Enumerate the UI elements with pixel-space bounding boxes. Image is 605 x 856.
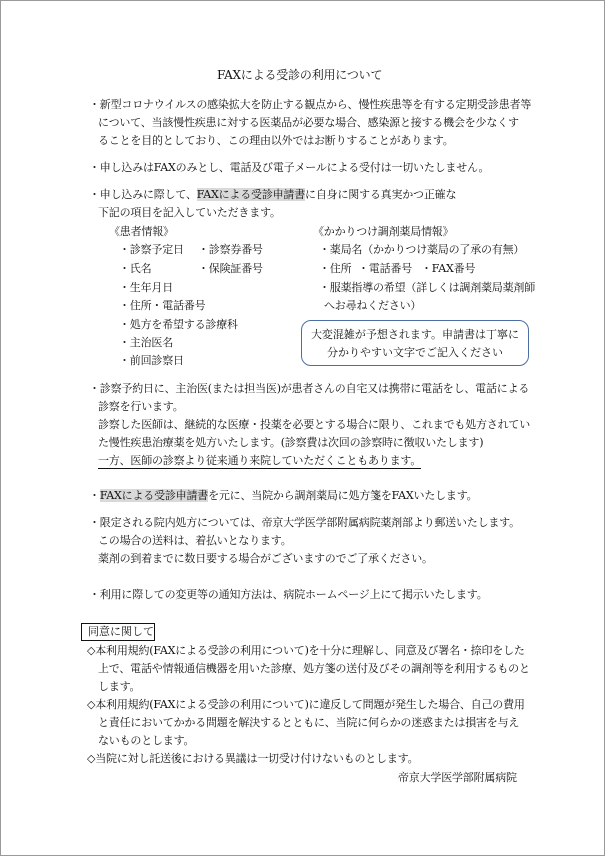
para1-line1: ・新型コロナウイルスの感染拡大を防止する観点から、慢性疾患等を有する定期受診患者等 xyxy=(89,98,532,111)
para6-line3: 薬剤の到着までに数日要する場合がございますのでご了承ください。 xyxy=(98,552,433,565)
para7: ・利用に際しての変更等の通知方法は、病院ホームページ上にて掲示いたします。 xyxy=(89,588,488,601)
patient-item-address-phone: ・住所・電話番号 xyxy=(119,299,206,312)
para3-text-b: に自身に関する真実かつ正確な xyxy=(305,188,457,201)
patient-item-department: ・処方を希望する診療科 xyxy=(119,318,238,331)
para1-line3: ることを目的としており、この理由以外ではお断りすることがあります。 xyxy=(98,134,454,147)
pharmacy-item-fax: ・FAX番号 xyxy=(421,262,476,275)
patient-item-doctor-name: ・主治医名 xyxy=(119,336,173,349)
para3-line2: 下記の項目を記入していただきます。 xyxy=(98,206,281,219)
fax-application-form-highlight-2: FAXによる受診申請書 xyxy=(99,489,209,502)
para6-line2: この場合の送料は、着払いとなります。 xyxy=(98,534,292,547)
para1-line2: について、当該慢性疾患に対する医薬品が必要な場合、感染源と接する機会を少なくす xyxy=(98,116,519,129)
patient-item-visit-date: ・診察予定日 xyxy=(119,243,184,256)
congestion-notice-box xyxy=(301,320,529,366)
para5 xyxy=(89,489,477,503)
fax-application-form-highlight: FAXによる受診申請書 xyxy=(196,188,306,201)
para4-line3: 診察した医師は、継続的な医療・投薬を必要とする場合に限り、これまでも処方されてい xyxy=(98,418,530,431)
consent-heading-box xyxy=(81,623,155,641)
document-title: FAXによる受診の利用について xyxy=(217,68,383,82)
para3-text-a: ・申し込みに際して、 xyxy=(89,188,197,201)
notice-line1: 大変混雑が予想されます。申請書は丁寧に xyxy=(310,328,520,341)
para5-bullet: ・ xyxy=(89,489,100,502)
patient-item-last-visit: ・前回診察日 xyxy=(119,354,184,367)
para5-text: を元に、当院から調剤薬局に処方箋をFAXいたします。 xyxy=(208,489,478,502)
patient-info-heading: 《患者情報》 xyxy=(109,225,174,238)
notice-line2: 分かりやすい文字でご記入ください xyxy=(327,346,503,359)
consent-item2-line2: と責任においてかかる問題を解決するとともに、当院に何らかの迷惑または損害を与え xyxy=(98,716,520,729)
para3-line1 xyxy=(89,188,456,202)
consent-item2-line1: ◇本利用規約(FAXによる受診の利用について)に違反して問題が発生した場合、自己の費用 xyxy=(87,698,525,711)
para4-line4: た慢性疾患治療薬を処方いたします。(診察費は次回の診察時に徴収いたします) xyxy=(98,436,484,449)
pharmacy-item-guidance-cont: へお尋ねください） xyxy=(324,299,422,312)
consent-item1-line2: 上で、電話や情報通信機器を用いた診療、処方箋の送付及びその調剤等を利用するものと xyxy=(98,662,530,675)
pharmacy-item-name: ・薬局名（かかりつけ薬局の了承の有無） xyxy=(319,243,525,256)
consent-item2-line3: ないものとします。 xyxy=(98,734,195,747)
pharmacy-item-address: ・住所 xyxy=(319,262,352,275)
para6-line1: ・限定される院内処方については、帝京大学医学部附属病院薬剤部より郵送いたします。 xyxy=(89,516,520,529)
pharmacy-item-phone: ・電話番号 xyxy=(358,262,412,275)
patient-item-insurance-number: ・保険証番号 xyxy=(198,262,263,275)
consent-item1-line1: ◇本利用規約(FAXによる受診の利用について)を十分に理解し、同意及び署名・捺印をした xyxy=(87,644,525,657)
consent-heading: 同意に関して xyxy=(88,625,154,638)
para4-line2: 診察を行います。 xyxy=(98,400,184,413)
para4-line1: ・診察予約日に、主治医(または担当医)が患者さんの自宅又は携帯に電話をし、電話による xyxy=(89,382,530,395)
patient-item-name: ・氏名 xyxy=(119,262,152,275)
pharmacy-info-heading: 《かかりつけ調剤薬局情報》 xyxy=(313,225,454,238)
para4-underlined-text: 一方、医師の診察より従来通り来院していただくこともあります。 xyxy=(98,454,422,467)
consent-item3: ◇当院に対し託送後における異議は一切受け付けないものとします。 xyxy=(87,752,419,765)
patient-item-card-number: ・診察券番号 xyxy=(198,243,263,256)
para2: ・申し込みはFAXのみとし、電話及び電子メールによる受付は一切いたしません。 xyxy=(89,161,490,174)
consent-item1-line3: します。 xyxy=(98,680,141,693)
para4-line5 xyxy=(98,454,421,468)
pharmacy-item-guidance: ・服薬指導の希望（詳しくは調剤薬局薬剤師 xyxy=(319,281,535,294)
hospital-signature: 帝京大学医学部附属病院 xyxy=(398,771,517,784)
patient-item-birthdate: ・生年月日 xyxy=(119,281,173,294)
